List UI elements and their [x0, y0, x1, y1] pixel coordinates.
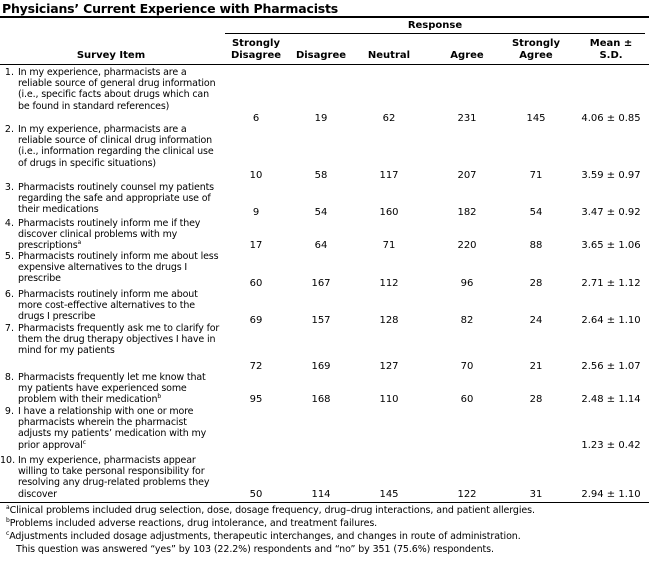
cell-disagree: 167 — [311, 278, 331, 289]
item-number: 9. — [4, 406, 14, 417]
col-header-strongly-agree: Strongly Agree — [511, 38, 560, 61]
cell-strongly-agree: 24 — [529, 315, 543, 326]
cell-neutral: 160 — [379, 207, 399, 218]
cell-strongly-disagree: 60 — [249, 278, 263, 289]
footnote-mark: b — [6, 517, 10, 524]
cell-mean-sd: 1.23 ± 0.42 — [581, 440, 641, 451]
item-text — [18, 218, 222, 252]
cell-strongly-disagree: 17 — [249, 240, 263, 251]
cell-disagree: 157 — [311, 315, 331, 326]
cell-mean-sd: 3.47 ± 0.92 — [581, 207, 641, 218]
item-text-body: Pharmacists frequently ask me to clarify for them the drug therapy objectives I have in mind for my patients — [18, 323, 220, 357]
footnote-mark: c — [82, 438, 86, 446]
cell-strongly-disagree: 50 — [249, 489, 263, 500]
cell-neutral: 110 — [379, 394, 399, 405]
cell-neutral: 112 — [379, 278, 399, 289]
item-text — [18, 372, 222, 406]
item-number: 10. — [0, 455, 16, 466]
cell-disagree: 54 — [314, 207, 328, 218]
footnote-text: Adjustments included dosage adjustments, therapeutic interchanges, and changes in route of administration. — [9, 531, 521, 542]
cell-neutral: 127 — [379, 361, 399, 372]
cell-mean-sd: 2.94 ± 1.10 — [581, 489, 641, 500]
cell-disagree: 19 — [314, 113, 328, 124]
cell-agree: 60 — [460, 394, 474, 405]
cell-agree: 122 — [457, 489, 477, 500]
cell-disagree: 114 — [311, 489, 331, 500]
cell-strongly-disagree: 6 — [252, 113, 260, 124]
cell-agree: 220 — [457, 240, 477, 251]
title-rule — [0, 16, 649, 18]
cell-mean-sd: 2.56 ± 1.07 — [581, 361, 641, 372]
response-rule — [225, 33, 645, 34]
table-title: Physicians’ Current Experience with Pharmacists — [2, 1, 339, 16]
cell-disagree: 58 — [314, 170, 328, 181]
cell-strongly-disagree: 9 — [252, 207, 260, 218]
cell-strongly-agree: 88 — [529, 240, 543, 251]
footnote-mark: a — [6, 504, 10, 511]
item-text-body: Pharmacists routinely inform me about more cost-effective alternatives to the drugs I prescribe — [18, 289, 198, 323]
item-number: 2. — [4, 124, 14, 135]
cell-mean-sd: 2.71 ± 1.12 — [581, 278, 641, 289]
item-text — [18, 323, 222, 357]
cell-disagree: 168 — [311, 394, 331, 405]
cell-neutral: 128 — [379, 315, 399, 326]
cell-mean-sd: 4.06 ± 0.85 — [581, 113, 641, 124]
item-text-body: Pharmacists routinely counsel my patients regarding the safe and appropriate use of their medications — [18, 182, 214, 216]
col-header-disagree: Disagree — [295, 50, 347, 61]
item-number: 6. — [4, 289, 14, 300]
cell-strongly-disagree: 72 — [249, 361, 263, 372]
item-number: 5. — [4, 251, 14, 262]
cell-strongly-agree: 54 — [529, 207, 543, 218]
footnote-c — [6, 531, 521, 542]
item-text — [18, 67, 222, 112]
item-text-body: I have a relationship with one or more pharmacists wherein the pharmacist adjusts my patients’ medication with my prior approval — [18, 406, 207, 451]
footnote-mark: a — [77, 239, 82, 247]
cell-mean-sd: 2.48 ± 1.14 — [581, 394, 641, 405]
cell-strongly-agree: 28 — [529, 278, 543, 289]
cell-strongly-disagree: 95 — [249, 394, 263, 405]
cell-agree: 82 — [460, 315, 474, 326]
cell-disagree: 169 — [311, 361, 331, 372]
cell-agree: 70 — [460, 361, 474, 372]
footnote-text: Clinical problems included drug selection, dose, dosage frequency, drug–drug interactions, and patient allergies. — [9, 505, 535, 516]
col-header-agree: Agree — [450, 50, 484, 61]
item-text-body: In my experience, pharmacists are a reliable source of general drug information (i.e., specific facts about drugs which can be found in standard references) — [18, 67, 216, 112]
footnote-note — [16, 544, 494, 555]
cell-agree: 96 — [460, 278, 474, 289]
cell-strongly-disagree: 69 — [249, 315, 263, 326]
item-text — [18, 289, 222, 323]
response-header: Response — [407, 20, 463, 31]
cell-agree: 207 — [457, 170, 477, 181]
header-rule — [0, 64, 649, 65]
col-header-strongly-disagree: Strongly Disagree — [230, 38, 282, 61]
item-text — [18, 124, 222, 169]
item-text-body: In my experience, pharmacists are a reliable source of clinical drug information (i.e., information regarding the clinical use of drugs in specific situations) — [18, 124, 214, 169]
cell-mean-sd: 3.59 ± 0.97 — [581, 170, 641, 181]
cell-mean-sd: 2.64 ± 1.10 — [581, 315, 641, 326]
item-text — [18, 406, 222, 451]
footnote-mark: b — [157, 393, 161, 401]
item-text-body: Pharmacists frequently let me know that my patients have experienced some problem with their medication — [18, 372, 206, 406]
item-text — [18, 251, 222, 285]
item-number: 8. — [4, 372, 14, 383]
cell-strongly-agree: 31 — [529, 489, 543, 500]
footnote-a — [6, 505, 535, 516]
item-text-body: In my experience, pharmacists appear willing to take personal responsibility for resolving any drug-related problems they discover — [18, 455, 210, 500]
cell-agree: 182 — [457, 207, 477, 218]
item-number: 7. — [4, 323, 14, 334]
cell-strongly-disagree: 10 — [249, 170, 263, 181]
item-text-body: Pharmacists routinely inform me about less expensive alternatives to the drugs I prescribe — [18, 251, 219, 285]
cell-neutral: 117 — [379, 170, 399, 181]
item-number: 3. — [4, 182, 14, 193]
cell-strongly-agree: 21 — [529, 361, 543, 372]
item-number: 4. — [4, 218, 14, 229]
footnote-mark: c — [6, 530, 10, 537]
cell-strongly-agree: 28 — [529, 394, 543, 405]
item-text-body: Pharmacists routinely inform me if they discover clinical problems with my prescriptions — [18, 218, 201, 252]
cell-neutral: 71 — [382, 240, 396, 251]
cell-disagree: 64 — [314, 240, 328, 251]
cell-strongly-agree: 145 — [526, 113, 546, 124]
footnote-b — [6, 518, 377, 529]
cell-neutral: 145 — [379, 489, 399, 500]
col-header-neutral: Neutral — [367, 50, 411, 61]
item-text — [18, 182, 222, 216]
cell-mean-sd: 3.65 ± 1.06 — [581, 240, 641, 251]
cell-strongly-agree: 71 — [529, 170, 543, 181]
cell-neutral: 62 — [382, 113, 396, 124]
item-number: 1. — [4, 67, 14, 78]
footnote-text: This question was answered “yes” by 103 (22.2%) respondents and “no” by 351 (75.6%) respondents. — [16, 544, 494, 555]
cell-agree: 231 — [457, 113, 477, 124]
col-header-mean-sd: Mean ± S.D. — [589, 38, 633, 61]
footnote-text: Problems included adverse reactions, drug intolerance, and treatment failures. — [9, 518, 378, 529]
col-header-survey-item: Survey Item — [76, 50, 146, 61]
item-text — [18, 455, 222, 500]
footer-rule — [0, 502, 649, 503]
